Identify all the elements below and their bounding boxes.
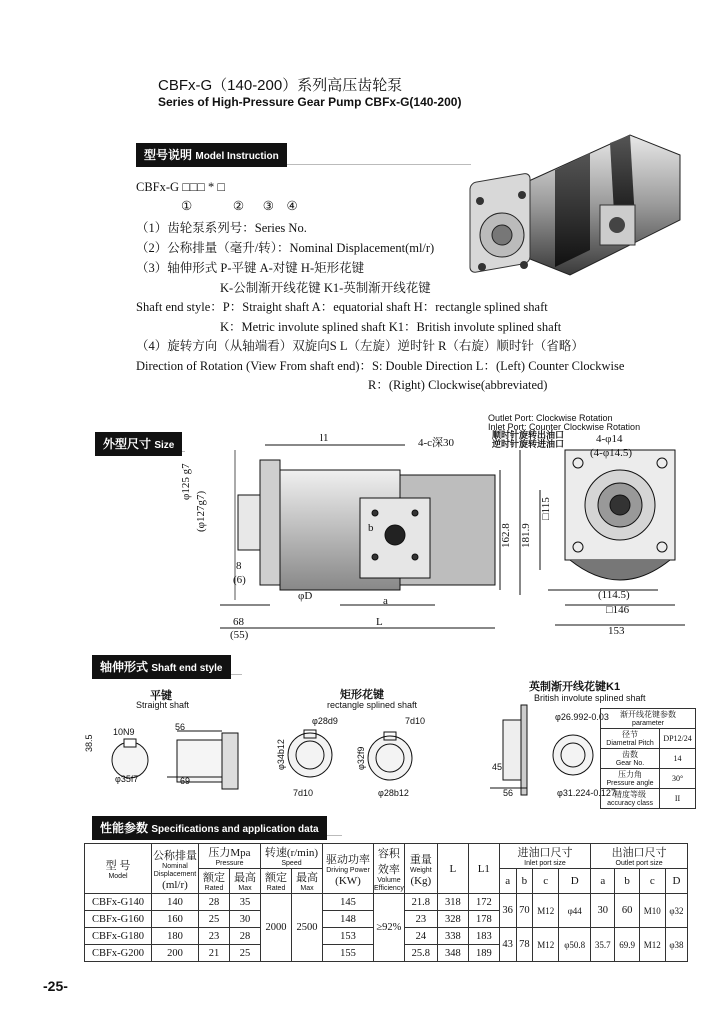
model-line: Direction of Rotation (View From shaft end)：S: Double Direction L：(Left) Counter Clockwise	[136, 359, 625, 373]
page-title-en: Series of High-Pressure Gear Pump CBFx-G(140-200)	[158, 95, 462, 109]
table-row: CBFx-G140 140 28 35 2000 2500 145 ≥92% 21.8 318 172 36 70 M12 φ44 30 60 M10 φ32	[85, 894, 688, 911]
port-label-zh: 顺时针旋转出油口 逆时针旋转进油口	[492, 430, 565, 449]
dim-holes: 4-c深30	[418, 437, 455, 449]
dim: 7d10	[405, 716, 426, 726]
dim-phi125: φ125 g7	[180, 463, 192, 500]
dim-L: L	[376, 616, 383, 628]
model-line: R：(Right) Clockwise(abbreviated)	[368, 378, 548, 392]
dim-6: (6)	[233, 574, 246, 586]
flat-shaft-title-en: Straight shaft	[136, 700, 190, 710]
dim-146: □146	[606, 604, 630, 616]
rect-shaft-title-zh: 矩形花键	[340, 689, 384, 701]
dim-181: 181.9	[520, 523, 532, 548]
param-head: 渐开线花键参数 parameter	[601, 709, 696, 729]
model-line: Shaft end style：P：Straight shaft A：equatorial shaft H：rectangle splined shaft	[136, 300, 548, 314]
spec-section-heading	[92, 816, 327, 840]
table-row: CBFx-G160 160 25 30 148 23 328 178	[85, 911, 688, 928]
dim: 10N9	[113, 727, 135, 737]
dim: φ35f7	[115, 774, 139, 784]
dim: φ28d9	[312, 716, 338, 726]
page-title-zh: CBFx-G（140-200）系列高压齿轮泵	[158, 77, 403, 94]
heading-zh: 性能参数	[100, 821, 149, 835]
size-section-heading	[95, 432, 182, 456]
dim-a: a	[383, 595, 388, 607]
spline-param-table: 渐开线花键参数 parameter 径节 Diametral Pitch DP12/24 齿数 Gear No. 14 压力角 Pressure angle 30° 精度等级 accuracy class II	[600, 708, 696, 809]
heading-en: Specifications and application data	[151, 824, 319, 835]
pump-photo	[460, 125, 690, 300]
model-line: （2）公称排量（毫升/转）：Nominal Displacement(ml/r)	[136, 241, 435, 255]
dim: 56	[175, 722, 186, 732]
british-shaft-title-en: British involute splined shaft	[534, 693, 646, 703]
dim-bolt2: (4-φ14.5)	[590, 447, 633, 459]
model-line: （4）旋转方向（从轴端看）双旋向S L（左旋）逆时针 R（右旋）顺时针（省略）	[136, 339, 584, 353]
model-line: （3）轴伸形式 P-平键 A-对键 H-矩形花键	[136, 261, 365, 275]
heading-zh: 型号说明	[144, 148, 193, 162]
flat-shaft-drawing	[82, 715, 242, 800]
dim-68: 68	[233, 616, 244, 628]
dim: φ32f9	[356, 746, 366, 770]
flat-shaft-title-zh: 平键	[150, 690, 172, 702]
dim-115: □115	[540, 497, 552, 520]
heading-zh: 外型尺寸	[103, 437, 152, 451]
model-line: （1）齿轮泵系列号：Series No.	[136, 221, 307, 235]
dim-b: b	[368, 522, 374, 534]
dim: 38.5	[84, 734, 94, 752]
dim: φ34b12	[276, 739, 286, 770]
outlet-label: Outlet Port: Clockwise Rotation	[488, 413, 613, 423]
page-number: -25-	[43, 978, 68, 994]
rect-shaft-title-en: rectangle splined shaft	[327, 700, 418, 710]
model-line: K-公制渐开线花键 K1-英制渐开线花键	[220, 281, 431, 295]
table-row: CBFx-G200 200 21 25 155 25.8 348 189	[85, 945, 688, 962]
model-line: K：Metric involute splined shaft K1：British involute splined shaft	[220, 320, 562, 334]
model-code: CBFx-G □□□ * □	[136, 180, 225, 194]
dim: 7d10	[293, 788, 314, 798]
heading-en: Model Instruction	[195, 151, 279, 162]
dim: 69	[180, 776, 191, 786]
dim-8: 8	[236, 560, 242, 572]
dim-phiD: φD	[298, 590, 313, 602]
inlet-label: Inlet Port: Counter Clockwise Rotation	[488, 422, 641, 432]
heading-en: Size	[154, 440, 175, 451]
dim-114: (114.5)	[598, 589, 630, 601]
heading-zh: 轴伸形式	[100, 660, 149, 674]
table-row: CBFx-G180 180 23 28 153 24 338 183 43 78 M12 φ50.8 35.7 69.9 M12 φ38	[85, 928, 688, 945]
british-shaft-title-zh: 英制渐开线花键K1	[529, 681, 621, 693]
dim: φ26.992-0.03	[555, 712, 609, 722]
dim: 45	[492, 762, 503, 772]
dim-153: 153	[608, 625, 625, 637]
heading-en: Shaft end style	[151, 663, 223, 674]
dim-bolt: 4-φ14	[596, 433, 623, 445]
dim-l1: l1	[320, 432, 329, 444]
shaft-section-heading	[92, 655, 231, 679]
dim-162: 162.8	[500, 523, 512, 548]
spec-table: 型 号 Model 公称排量 Nominal Displacement (ml/r) 压力Mpa Pressure 转速(r/min) Speed 驱动功率 Driving Power (KW) 容积效率 Volume Efficiency 重量 Weight (Kg) L L1 进油口尺寸 Inlet port size 出油口尺寸 Outlet port size 额定 Rated 最高 Max 额定 Rated 最高 Max a b c D a b c D CBFx-G140 140 28 35 2000 2500 145 ≥92% 21.8 318 172 36 70 M12 φ44 30 60 M10 φ32 CBFx-G160 160 25 30 148 23 328 178 CBFx-G180 180 23 28 153 24 338 183 43 78 M12 φ50.8 35.7 69.9 M12 φ38 CBFx-G200 200 21 25 155 25.8 348 189	[84, 843, 688, 962]
model-section-heading	[136, 143, 287, 167]
dim: φ31.224-0.127	[557, 788, 616, 798]
model-code-numbers: ① ② ③ ④	[181, 199, 298, 213]
dim-55: (55)	[230, 629, 249, 641]
dim: φ28b12	[378, 788, 409, 798]
dim-phi127: (φ127g7)	[195, 490, 207, 532]
dim: 56	[503, 788, 514, 798]
